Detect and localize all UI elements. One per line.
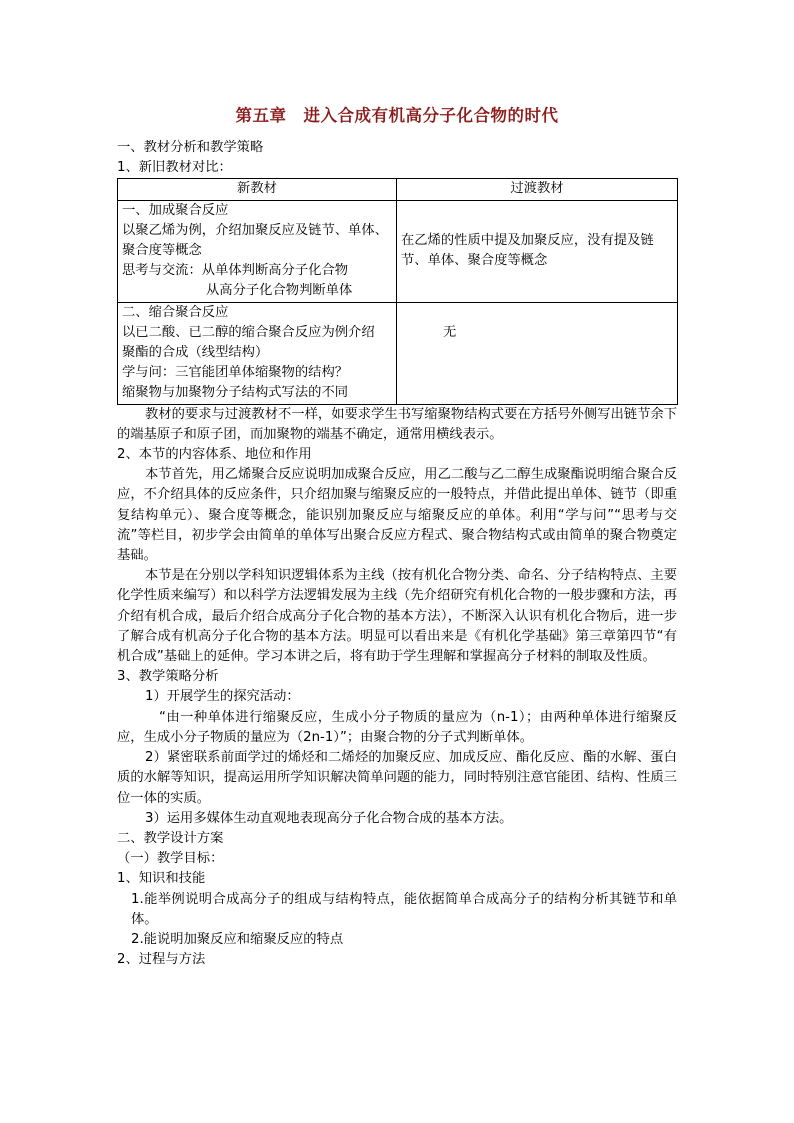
cell-line: 二、缩合聚合反应 [122, 304, 229, 320]
section-heading-2: 二、教学设计方案 [117, 830, 224, 846]
header-old-textbook: 过渡教材 [397, 179, 678, 200]
table-row [118, 200, 678, 302]
table-cell [118, 302, 397, 404]
cell-line: 聚合度等概念 [122, 243, 202, 259]
strategy-item-1: 1）开展学生的探究活动： [145, 689, 300, 705]
table-cell [118, 200, 397, 302]
paragraph: 1.能举例说明合成高分子的组成与结构特点，能依据简单合成高分子的结构分析其链节和单体。 [131, 891, 677, 927]
table-header-row [118, 179, 678, 200]
cell-line: 学与问：三官能团单体缩聚物的结构？ [122, 365, 349, 381]
paragraph: 本节首先，用乙烯聚合反应说明加成聚合反应，用乙二酸与乙二醇生成聚酯说明缩合聚合反应，不介绍具体的反应条件，只介绍加聚与缩聚反应的一般特点，并借此提出单体、链节（即重复结构单元）、聚合度等概念，能识别加聚反应与缩聚反应的单体。利用“学与问”“思考与交流”等栏目，初步学会由简单的单体写出聚合反应方程式、聚合物结构式或由简单的聚合物奠定基础。 [117, 467, 677, 564]
table-cell [397, 200, 678, 302]
cell-line: 节、单体、聚合度等概念 [401, 253, 548, 269]
table-row [118, 302, 678, 404]
paragraph: 2）紧密联系前面学过的烯烃和二烯烃的加聚反应、加成反应、酯化反应、酯的水解、蛋白质的水解等知识，提高运用所学知识解决简单问题的能力，同时特别注意官能团、结构、性质三位一体的实质。 [117, 750, 677, 806]
strategy-item-3: 3）运用多媒体生动直观地表现高分子化合物合成的基本方法。 [145, 810, 513, 826]
cell-line: 从高分子化合物判断单体 [206, 283, 353, 299]
header-new-textbook: 新教材 [118, 179, 397, 200]
cell-line: 聚酯的合成（线型结构） [122, 345, 269, 361]
cell-line: 缩聚物与加聚物分子结构式写法的不同 [122, 385, 349, 401]
paragraph: 教材的要求与过渡教材不一样，如要求学生书写缩聚物结构式要在方括号外侧写出链节余下的端基原子和原子团，而加聚物的端基不确定，通常用横线表示。 [117, 406, 677, 442]
table-cell [397, 302, 678, 404]
cell-line: 在乙烯的性质中提及加聚反应，没有提及链 [401, 232, 654, 248]
cell-line: 思考与交流：从单体判断高分子化合物 [122, 263, 349, 279]
paragraph: “由一种单体进行缩聚反应，生成小分子物质的量应为（n-1）；由两种单体进行缩聚反应，生成小分子物质的量应为（2n-1）”；由聚合物的分子式判断单体。 [117, 709, 677, 745]
goals-heading: （一）教学目标： [117, 851, 224, 867]
page-title: 第五章 进入合成有机高分子化合物的时代 [235, 106, 559, 125]
document-body [117, 138, 677, 970]
knowledge-heading: 1、知识和技能 [117, 871, 206, 887]
cell-none-text: 无 [443, 324, 457, 340]
cell-line: 以聚乙烯为例，介绍加聚反应及链节、单体、 [122, 222, 388, 238]
subsection-heading-2: 2、本节的内容体系、地位和作用 [117, 447, 312, 463]
subsection-heading-3: 3、教学策略分析 [117, 669, 219, 685]
subsection-heading-1: 1、新旧教材对比： [117, 160, 232, 176]
cell-line: 一、加成聚合反应 [122, 202, 229, 218]
knowledge-item-2: 2.能说明加聚反应和缩聚反应的特点 [131, 931, 344, 947]
section-heading-1: 一、教材分析和教学策略 [117, 140, 264, 155]
paragraph: 本节是在分别以学科知识逻辑体系为主线（按有机化合物分类、命名、分子结构特点、主要化学性质来编写）和以科学方法逻辑发展为主线（先介绍研究有机化合物的一般步骤和方法，再介绍有机合成，最后介绍合成高分子化合物的基本方法），不断深入认识有机化合物后，进一步了解合成有机高分子化合物的基本方法。明显可以看出来是《有机化学基础》第三章第四节“有机合成”基础上的延伸。学习本讲之后，将有助于学生理解和掌握高分子材料的制取及性质。 [117, 568, 677, 665]
comparison-table [117, 178, 678, 404]
process-heading: 2、过程与方法 [117, 952, 206, 968]
cell-line: 以已二酸、已二醇的缩合聚合反应为例介绍 [122, 324, 375, 340]
